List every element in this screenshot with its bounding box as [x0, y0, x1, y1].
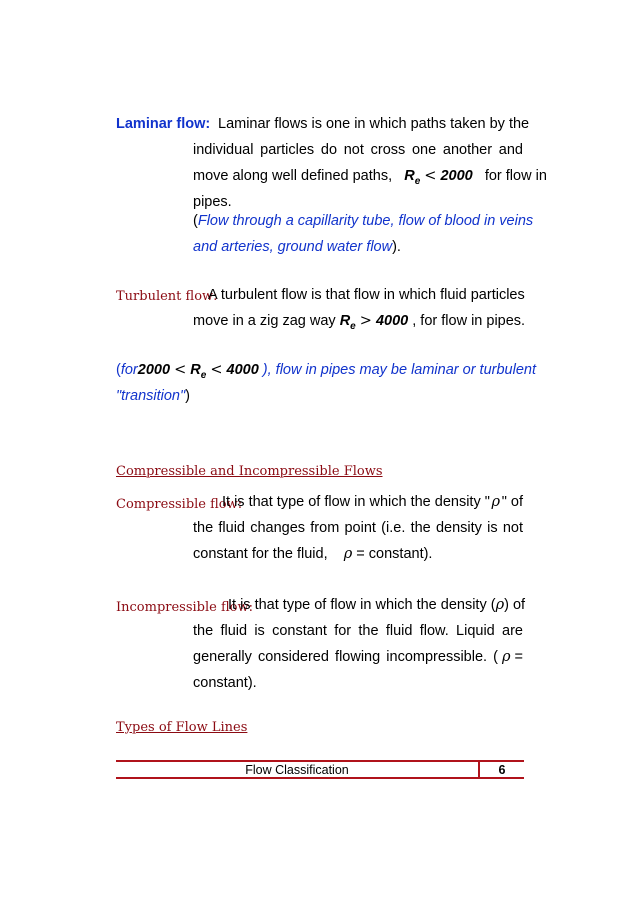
- compressible-line-3-text: constant for the fluid,: [193, 546, 328, 562]
- transition-for: for: [120, 362, 138, 378]
- incompressible-flow-label: Incompressible flow:: [116, 600, 253, 615]
- reynolds-subscript: e: [350, 320, 356, 332]
- compressible-line-1-tail: " of: [501, 494, 523, 510]
- incompressible-line-4: constant).: [193, 675, 257, 691]
- less-than-sign: <: [210, 362, 223, 378]
- transition-open: (: [116, 362, 121, 378]
- transition-condition: [116, 362, 259, 381]
- laminar-line-3-tail: for flow in: [484, 168, 547, 184]
- transition-close: ): [185, 388, 190, 404]
- laminar-example-line-2: [193, 239, 401, 255]
- rho-symbol: ρ: [502, 649, 511, 665]
- incompressible-line-1: [228, 597, 526, 613]
- compressible-heading: Compressible and Incompressible Flows: [116, 464, 383, 479]
- reynolds-value: 4000: [375, 313, 409, 329]
- rho-symbol: ρ: [495, 597, 505, 613]
- laminar-flow-label: Laminar flow:: [116, 116, 211, 132]
- compressible-line-3-tail: = constant).: [356, 546, 433, 562]
- transition-line-1: [116, 362, 536, 381]
- less-than-sign: <: [424, 168, 437, 184]
- transition-rest: ), flow in pipes may be laminar or turbulent: [262, 362, 536, 378]
- greater-than-sign: >: [359, 313, 372, 329]
- footer-title: Flow Classification: [245, 763, 349, 777]
- rho-symbol: ρ: [343, 546, 353, 562]
- transition-line-2: [116, 388, 190, 404]
- laminar-example-text-2: and arteries, ground water flow: [193, 239, 393, 255]
- reynolds-symbol: R: [190, 362, 201, 378]
- incompressible-line-1-tail: ) of: [504, 597, 526, 613]
- rho-symbol: ρ: [491, 494, 501, 510]
- transition-quote: "transition": [116, 388, 186, 404]
- incompressible-line-3: [193, 649, 523, 665]
- compressible-line-1-text: It is that type of flow in which the density ": [222, 494, 490, 510]
- turbulent-line-2-text: move in a zig zag way: [193, 313, 336, 329]
- turbulent-line-2: [193, 313, 525, 332]
- laminar-line-4: pipes.: [193, 194, 232, 210]
- types-of-flow-lines-heading: Types of Flow Lines: [116, 720, 248, 735]
- reynolds-value: 2000: [440, 168, 473, 184]
- turbulent-line-2-tail: , for flow in pipes.: [412, 313, 526, 329]
- footer-top-rule: [116, 760, 524, 762]
- compressible-line-2: the fluid changes from point (i.e. the density is not: [193, 520, 523, 536]
- turbulent-flow-label: Turbulent flow:: [116, 289, 218, 304]
- compressible-line-3: [193, 546, 432, 562]
- incompressible-line-3-text: generally considered flowing incompressible. (: [193, 649, 498, 665]
- reynolds-subscript: e: [200, 369, 207, 381]
- laminar-line-2: individual particles do not cross one another and: [193, 142, 523, 158]
- laminar-line-3: [193, 168, 547, 187]
- laminar-example-line-1: [193, 213, 533, 229]
- compressible-line-1: [222, 494, 523, 510]
- transition-high: 4000: [226, 362, 259, 378]
- reynolds-symbol: R: [404, 168, 415, 184]
- incompressible-line-2: the fluid is constant for the fluid flow. Liquid are: [193, 623, 523, 639]
- reynolds-subscript: e: [414, 175, 421, 187]
- laminar-example-text-1: Flow through a capillarity tube, flow of blood in veins: [197, 213, 534, 229]
- compressible-flow-label: Compressible flow:: [116, 497, 243, 512]
- incompressible-line-3-tail: =: [514, 649, 523, 665]
- footer-bottom-rule: [116, 777, 524, 779]
- incompressible-line-1-text: It is that type of flow in which the density (: [228, 597, 496, 613]
- turbulent-line-1: A turbulent flow is that flow in which fluid particles: [208, 287, 525, 303]
- laminar-line-1: Laminar flows is one in which paths taken by the: [218, 116, 530, 132]
- page-number: 6: [498, 763, 506, 777]
- reynolds-symbol: R: [339, 313, 351, 329]
- transition-low: 2000: [137, 362, 171, 378]
- laminar-line-3-text: move along well defined paths,: [193, 168, 393, 184]
- laminar-example-open: (: [193, 213, 198, 229]
- less-than-sign: <: [174, 362, 187, 378]
- laminar-example-close: ).: [392, 239, 401, 255]
